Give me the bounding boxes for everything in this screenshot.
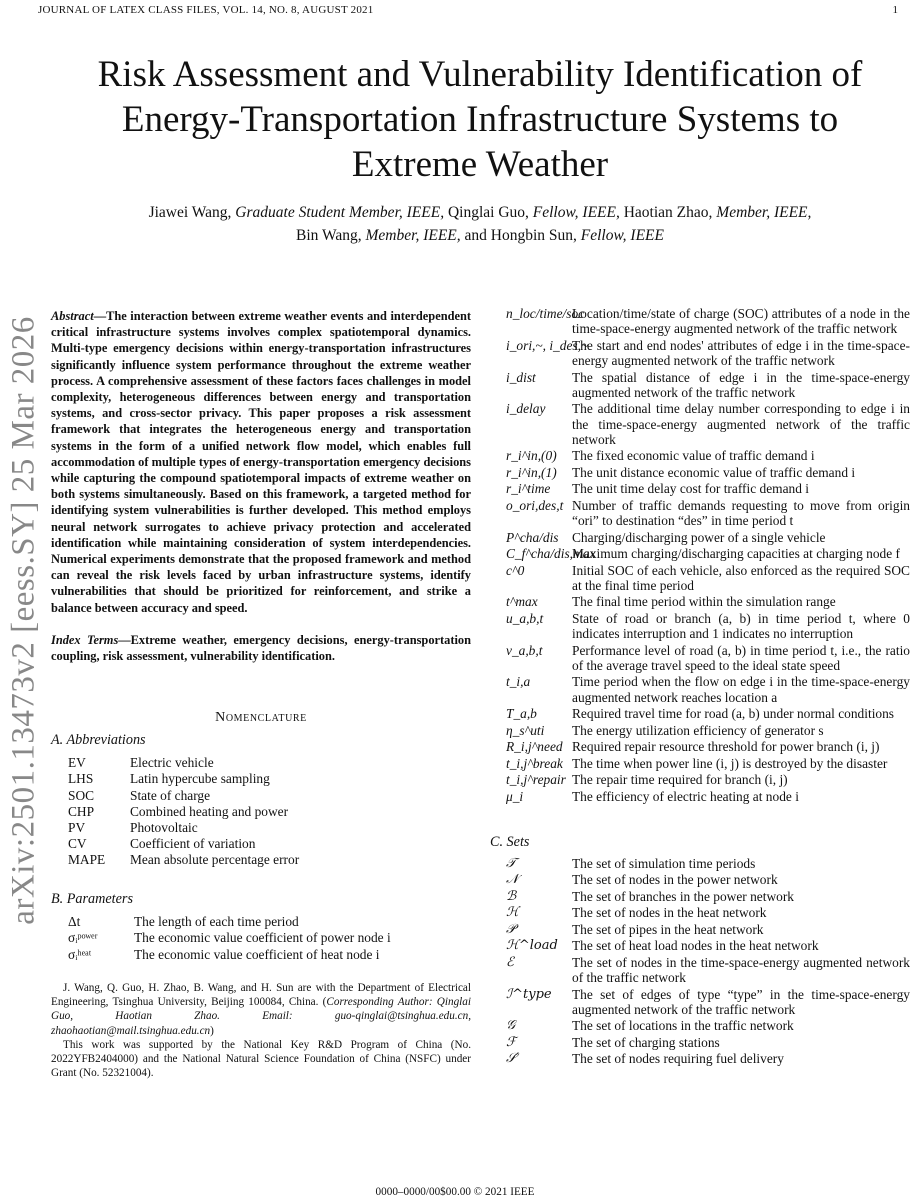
- parameter-symbol: r_i^time: [506, 481, 551, 497]
- set-row: [490, 1051, 910, 1066]
- parameter-row: [490, 611, 910, 642]
- set-description: The set of branches in the power network: [572, 888, 794, 904]
- parameter-description: The final time period within the simulation range: [572, 594, 836, 610]
- parameter-row: [490, 772, 910, 787]
- parameter-description: The start and end nodes' attributes of edge i in the time-space-energy augmented network of the traffic network: [572, 337, 910, 369]
- parameter-description: The time when power line (i, j) is destroyed by the disaster: [572, 755, 888, 771]
- parameter-row: [490, 706, 910, 721]
- parameter-symbol: t_i,j^repair: [506, 772, 566, 788]
- set-description: The set of nodes in the heat network: [572, 905, 767, 921]
- parameters-list: [51, 914, 471, 963]
- set-row: [490, 1035, 910, 1050]
- set-symbol: ℰ: [506, 954, 514, 970]
- parameter-row: [490, 789, 910, 804]
- nomenclature-heading: Nomenclature: [215, 710, 307, 726]
- parameter-symbol: μ_i: [506, 788, 524, 804]
- parameter-row: [490, 563, 910, 594]
- parameter-symbol: i_delay: [506, 401, 546, 417]
- set-row: [490, 889, 910, 904]
- parameter-description: Required repair resource threshold for power branch (i, j): [572, 739, 880, 755]
- set-description: The set of nodes requiring fuel delivery: [572, 1051, 784, 1067]
- parameter-description: The fixed economic value of traffic demand i: [572, 448, 815, 464]
- parameter-description: Maximum charging/discharging capacities at charging node f: [572, 546, 900, 562]
- abstract: [51, 308, 471, 616]
- parameter-description: The repair time required for branch (i, j): [572, 772, 788, 788]
- abbreviation-value: Combined heating and power: [130, 803, 289, 819]
- index-terms-text: —Extreme weather, emergency decisions, energy-transportation coupling, risk assessment, vulnerability identification.: [51, 632, 471, 664]
- abbreviation-value: Electric vehicle: [130, 755, 214, 771]
- parameter-description: Charging/discharging power of a single vehicle: [572, 529, 826, 545]
- abbreviation-key: MAPE: [68, 852, 106, 868]
- author-role: Fellow, IEEE,: [532, 204, 620, 221]
- parameter-description: The efficiency of electric heating at node i: [572, 788, 799, 804]
- parameter-symbol: C_f^cha/dis,max: [506, 546, 596, 562]
- abbreviation-key: LHS: [68, 771, 94, 787]
- parameter-symbol: P^cha/dis: [506, 529, 559, 545]
- index-terms: [51, 632, 471, 664]
- parameter-description: State of road or branch (a, b) in time period t, where 0 indicates interruption and 1 indicates no interruption: [572, 610, 910, 642]
- set-symbol: ℐ^type: [506, 986, 552, 1002]
- parameter-symbol: r_i^in,(1): [506, 464, 557, 480]
- parameters-list-continued: [490, 306, 910, 804]
- parameter-description: Initial SOC of each vehicle, also enforced as the required SOC at the final time period: [572, 562, 910, 593]
- author-line: [40, 224, 920, 247]
- set-row: [490, 856, 910, 871]
- set-description: The set of locations in the traffic network: [572, 1018, 794, 1034]
- parameter-description: The additional time delay number corresponding to edge i in the time-space-energy augmented network of the traffic network: [572, 401, 910, 447]
- set-row: [490, 905, 910, 920]
- parameter-symbol: t^max: [506, 594, 538, 610]
- parameter-symbol: t_i,j^break: [506, 755, 563, 771]
- abbreviation-key: CV: [68, 836, 87, 852]
- parameter-row: [490, 674, 910, 705]
- parameter-row: [490, 546, 910, 561]
- parameter-row: [51, 914, 471, 930]
- abbreviation-value: State of charge: [130, 787, 211, 803]
- parameter-row: [490, 306, 910, 337]
- parameter-symbol: c^0: [506, 562, 525, 578]
- set-row: [490, 1018, 910, 1033]
- funding-footnote: This work was supported by the National Key R&D Program of China (No. 2022YFB2404000) and the National Natural Science Foundation of China (NSFC) under Grant (No. 52321004).: [51, 1038, 471, 1080]
- parameter-symbol: o_ori,des,t: [506, 497, 564, 513]
- parameter-symbol: T_a,b: [506, 706, 537, 722]
- parameter-symbol: t_i,a: [506, 674, 531, 690]
- parameter-symbol: u_a,b,t: [506, 610, 544, 626]
- set-symbol: 𝒮′: [506, 1051, 520, 1067]
- abbreviation-value: Coefficient of variation: [130, 836, 256, 852]
- set-description: The set of heat load nodes in the heat network: [572, 938, 819, 954]
- title-line: Energy-Transportation Infrastructure Systems to: [121, 99, 839, 140]
- author-name: Bin Wang,: [296, 227, 362, 244]
- parameter-symbol: v_a,b,t: [506, 642, 543, 658]
- parameter-description: Number of traffic demands requesting to move from origin “ori” to destination “des” in time period t: [572, 497, 910, 529]
- parameter-description: The spatial distance of edge i in the time-space-energy augmented network of the traffic network: [572, 369, 910, 400]
- abbreviations-list: [51, 755, 471, 868]
- author-role: Fellow, IEEE: [580, 227, 664, 244]
- abbreviation-row: [51, 804, 471, 820]
- parameter-description: Time period when the flow on edge i in the time-space-energy augmented network reaches location a: [572, 674, 910, 705]
- author-name: Haotian Zhao,: [623, 204, 713, 221]
- parameter-row: [490, 498, 910, 529]
- parameter-row: [490, 723, 910, 738]
- parameter-row: [490, 756, 910, 771]
- abbreviation-value: Latin hypercube sampling: [130, 771, 270, 787]
- parameter-symbol: i_dist: [506, 369, 536, 385]
- abbreviation-row: [51, 755, 471, 771]
- affiliation-text: J. Wang, Q. Guo, H. Zhao, B. Wang, and H. Sun are with the Department of Electrical Engineering, Tsinghua University, Beijing 100084, China. (: [51, 981, 471, 1009]
- paper-title: [40, 52, 920, 187]
- abstract-label: Abstract: [51, 309, 94, 323]
- parameter-symbol: n_loc/time/soc: [506, 306, 585, 321]
- set-symbol: ℬ: [506, 888, 517, 904]
- page-number: 1: [892, 4, 898, 16]
- parameter-symbol: σᵢʰᵉᵃᵗ: [68, 946, 92, 962]
- abbreviation-row: [51, 852, 471, 868]
- set-description: The set of pipes in the heat network: [572, 921, 764, 937]
- author-role: Member, IEEE,: [365, 227, 461, 244]
- parameter-description: Location/time/state of charge (SOC) attributes of a node in the time-space-energy augmented network of the traffic network: [572, 306, 910, 337]
- abbreviation-row: [51, 788, 471, 804]
- corresponding-author-text: Corresponding Author: Qinglai Guo, Haotian Zhao. Email: guo-qinglai@tsinghua.edu.cn, zhaohaotian@mail.tsinghua.edu.cn: [51, 996, 471, 1037]
- set-description: The set of edges of type “type” in the time-space-energy augmented network of the traffic network: [572, 986, 910, 1017]
- parameter-description: The economic value coefficient of heat node i: [134, 946, 380, 962]
- author-name: Jiawei Wang,: [148, 204, 232, 221]
- sets-heading: C. Sets: [490, 833, 530, 850]
- abbreviation-value: Mean absolute percentage error: [130, 852, 300, 868]
- parameter-symbol: r_i^in,(0): [506, 448, 557, 464]
- parameter-description: The energy utilization efficiency of generator s: [572, 722, 824, 738]
- author-list: [40, 201, 920, 247]
- author-line: [40, 201, 920, 224]
- set-description: The set of nodes in the time-space-energy augmented network of the traffic network: [572, 954, 910, 986]
- title-line: Risk Assessment and Vulnerability Identification of: [97, 54, 863, 95]
- abbreviation-key: EV: [68, 755, 86, 771]
- set-symbol: ℋ: [506, 905, 519, 921]
- parameter-description: Performance level of road (a, b) in time period t, i.e., the ratio of the average travel speed to the ideal state speed: [572, 642, 910, 673]
- affiliation-close: ): [210, 1024, 214, 1037]
- affiliation-footnote: [51, 981, 471, 1038]
- index-terms-label: Index Terms: [51, 632, 119, 647]
- author-name: Qinglai Guo,: [447, 204, 529, 221]
- parameter-row: [490, 448, 910, 463]
- parameter-row: [490, 370, 910, 401]
- footnotes: [51, 981, 471, 1080]
- set-row: [490, 955, 910, 986]
- arxiv-stamp-container: [2, 300, 46, 940]
- parameter-symbol: σᵢᵖᵒʷᵉʳ: [68, 930, 98, 946]
- sets-list: [490, 856, 910, 1067]
- set-symbol: ℱ: [506, 1034, 517, 1050]
- parameter-description: The unit distance economic value of traffic demand i: [572, 464, 856, 480]
- set-description: The set of nodes in the power network: [572, 872, 778, 888]
- parameter-row: [490, 465, 910, 480]
- parameter-row: [490, 401, 910, 447]
- parameter-description: Required travel time for road (a, b) under normal conditions: [572, 706, 895, 722]
- set-symbol: ℋ^load: [506, 938, 558, 954]
- parameter-row: [490, 643, 910, 674]
- parameter-description: The unit time delay cost for traffic demand i: [572, 481, 809, 497]
- author-role: Graduate Student Member, IEEE,: [235, 204, 445, 221]
- set-row: [490, 987, 910, 1018]
- author-role: Member, IEEE,: [716, 204, 812, 221]
- set-symbol: 𝒢: [506, 1018, 516, 1034]
- set-symbol: 𝒫: [506, 921, 516, 937]
- author-name: and Hongbin Sun,: [464, 227, 577, 244]
- parameter-symbol: η_s^uti: [506, 722, 545, 738]
- set-row: [490, 872, 910, 887]
- abbreviation-row: [51, 820, 471, 836]
- set-symbol: 𝒩: [506, 872, 519, 888]
- abbreviation-row: [51, 836, 471, 852]
- abbreviation-row: [51, 771, 471, 787]
- parameter-description: The length of each time period: [134, 913, 299, 929]
- set-row: [490, 922, 910, 937]
- abbreviation-key: CHP: [68, 803, 95, 819]
- parameter-row: [490, 481, 910, 496]
- abstract-text: —The interaction between extreme weather events and interdependent critical infrastructure systems involves complex spatiotemporal dynamics. Multi-type emergency decisions within energy-transportation infrastructures significantly influence system performance throughout the extreme weather process. A comprehensive assessment of these factors faces challenges in model complexity, heterogeneous differences between energy and transportation systems, and cross-sector privacy. This paper proposes a risk assessment framework that integrates the heterogeneous energy and transportation systems in the form of a unified network flow model, which enables full accommodation of multiple types of energy-transportation emergency decisions while capturing the compound spatiotemporal impacts of extreme weather on both systems simultaneously. Based on this framework, a targeted method for identifying system vulnerabilities is further developed. This method employs neural network surrogates to achieve privacy protection and accelerated identification while maintaining consideration of system interdependencies. Numerical experiments demonstrate that the proposed framework and method can reveal the risk levels faced by urban infrastructure systems, identify vulnerabilities that should be prioritized for reinforcement, and strike a balance between accuracy and speed.: [51, 309, 471, 615]
- left-column: [51, 308, 471, 1080]
- copyright-line: 0000–0000/00$00.00 © 2021 IEEE: [375, 1186, 535, 1198]
- abbreviations-heading: A. Abbreviations: [51, 732, 146, 749]
- parameter-symbol: Δt: [68, 913, 81, 929]
- parameter-symbol: R_i,j^need: [506, 739, 563, 755]
- parameter-description: The economic value coefficient of power node i: [134, 930, 391, 946]
- arxiv-stamp: arXiv:2501.13473v2 [eess.SY] 25 Mar 2026: [5, 315, 42, 925]
- parameter-row: [51, 947, 471, 963]
- right-column: [490, 306, 910, 1068]
- parameter-row: [490, 338, 910, 369]
- abbreviation-key: PV: [68, 820, 86, 836]
- parameter-row: [490, 739, 910, 754]
- parameter-row: [490, 594, 910, 609]
- set-symbol: 𝒯: [506, 855, 516, 871]
- title-line: Extreme Weather: [351, 144, 609, 185]
- set-description: The set of simulation time periods: [572, 855, 756, 871]
- parameter-row: [51, 930, 471, 946]
- abbreviation-key: SOC: [68, 787, 95, 803]
- set-row: [490, 938, 910, 953]
- parameters-heading: B. Parameters: [51, 890, 133, 907]
- parameter-symbol: i_ori,~, i_des,~: [506, 337, 589, 353]
- abbreviation-value: Photovoltaic: [130, 820, 198, 836]
- set-description: The set of charging stations: [572, 1034, 720, 1050]
- parameter-row: [490, 530, 910, 545]
- running-header: JOURNAL OF LATEX CLASS FILES, VOL. 14, NO. 8, AUGUST 2021: [38, 4, 374, 16]
